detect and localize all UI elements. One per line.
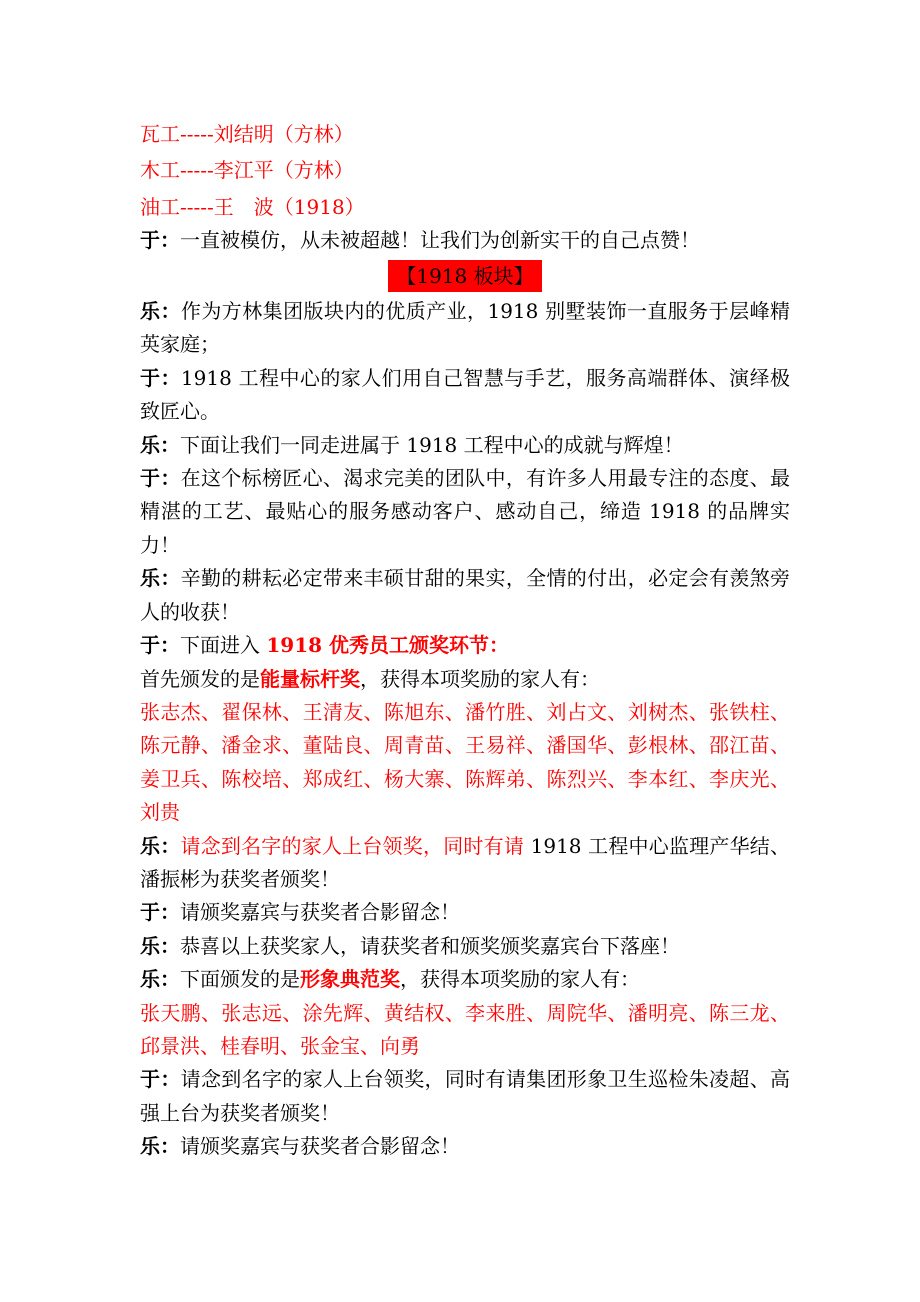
paragraph-5: [140, 462, 790, 562]
paragraph-text: 请颁奖嘉宾与获奖者合影留念！: [180, 900, 460, 925]
paragraph-2: [140, 295, 790, 362]
paragraph-text: 请颁奖嘉宾与获奖者合影留念！: [180, 1134, 460, 1159]
paragraph-text: 下面进入: [180, 633, 267, 658]
paragraph-8: [140, 663, 790, 696]
winner-names-energy: 张志杰、翟保林、王清友、陈旭东、潘竹胜、刘占文、刘树杰、张铁柱、陈元静、潘金求、董陆良、周青苗、王易祥、潘国华、彭根林、邵江苗、姜卫兵、陈校培、郑成红、杨大寨、陈辉弟、陈烈兴、李本红、李庆光、刘贵: [140, 699, 790, 825]
crew-line-paint: 油工-----王 波（1918）: [140, 194, 365, 219]
speaker-label: 乐：: [140, 967, 180, 992]
speaker-label: 于：: [140, 365, 181, 390]
award-name: 能量标杆奖: [260, 666, 360, 691]
paragraph-text: 1918 工程中心的家人们用自己智慧与手艺，服务高端群体、演绎极致匠心。: [140, 365, 791, 424]
section-heading: [140, 260, 790, 293]
award-section-title: 1918 优秀员工颁奖环节：: [266, 633, 509, 658]
paragraph-text: 首先颁发的是: [140, 666, 260, 691]
award-name: 形象典范奖: [300, 967, 400, 992]
paragraph-6: [140, 562, 790, 629]
speaker-label: 于：: [140, 1067, 181, 1092]
paragraph-text: 一直被模仿，从未被超越！让我们为创新实干的自己点赞！: [180, 228, 700, 253]
paragraph-11: [140, 930, 790, 963]
crew-line-carpentry: 木工-----李江平（方林）: [140, 158, 354, 183]
paragraph-4: [140, 429, 790, 462]
paragraph-text: 请念到名字的家人上台领奖，同时有请集团形象卫生巡检朱凌超、高强上台为获奖者颁奖！: [140, 1067, 791, 1125]
paragraph-text: 下面让我们一同走进属于 1918 工程中心的成就与辉煌！: [180, 432, 684, 457]
speaker-label: 于：: [140, 466, 181, 491]
paragraph-text: 辛勤的耕耘必定带来丰硕甘甜的果实，全情的付出，必定会有羡煞旁人的收获！: [140, 566, 791, 624]
paragraph-text: 1918 工程中心监理产华结、潘振彬为获奖者颁奖！: [140, 833, 791, 891]
paragraph-1: [140, 224, 790, 257]
section-banner: 【1918 板块】: [388, 260, 541, 292]
paragraph-12: [140, 963, 790, 996]
paragraph-text: ，获得本项奖励的家人有：: [400, 967, 640, 992]
speaker-label: 乐：: [140, 432, 180, 457]
speaker-label: 乐：: [140, 566, 181, 591]
paragraph-text: 作为方林集团版块内的优质产业，1918 别墅装饰一直服务于层峰精英家庭；: [140, 299, 791, 357]
paragraph-7: [140, 629, 790, 662]
speaker-label: 乐：: [140, 299, 181, 324]
crew-line-tile: 瓦工-----刘结明（方林）: [140, 122, 354, 146]
speaker-label: 于：: [140, 900, 180, 925]
paragraph-text: 在这个标榜匠心、渴求完美的团队中，有许多人用最专注的态度、最精湛的工艺、最贴心的服务感动客户、感动自己，缔造 1918 的品牌实力！: [140, 466, 791, 557]
document-body: [140, 118, 790, 1164]
paragraph-text: 恭喜以上获奖家人，请获奖者和颁奖颁奖嘉宾台下落座！: [180, 933, 680, 958]
speaker-label: 于：: [140, 228, 180, 253]
speaker-label: 乐：: [140, 1134, 180, 1159]
speaker-label: 乐：: [140, 933, 180, 958]
paragraph-10: [140, 896, 790, 929]
speaker-label: 乐：: [140, 833, 181, 858]
paragraph-text: ，获得本项奖励的家人有：: [360, 666, 600, 691]
speaker-label: 于：: [140, 633, 180, 658]
paragraph-text: 下面颁发的是: [180, 967, 300, 992]
paragraph-red-text: 请念到名字的家人上台领奖，同时有请: [180, 833, 525, 858]
winner-names-image: 张天鹏、张志远、涂先辉、黄结权、李来胜、周院华、潘明亮、陈三龙、邱景洪、桂春明、张金宝、向勇: [140, 1000, 790, 1058]
paragraph-3: [140, 362, 790, 429]
paragraph-13: [140, 1063, 790, 1130]
paragraph-9: [140, 830, 790, 897]
paragraph-14: [140, 1130, 790, 1163]
